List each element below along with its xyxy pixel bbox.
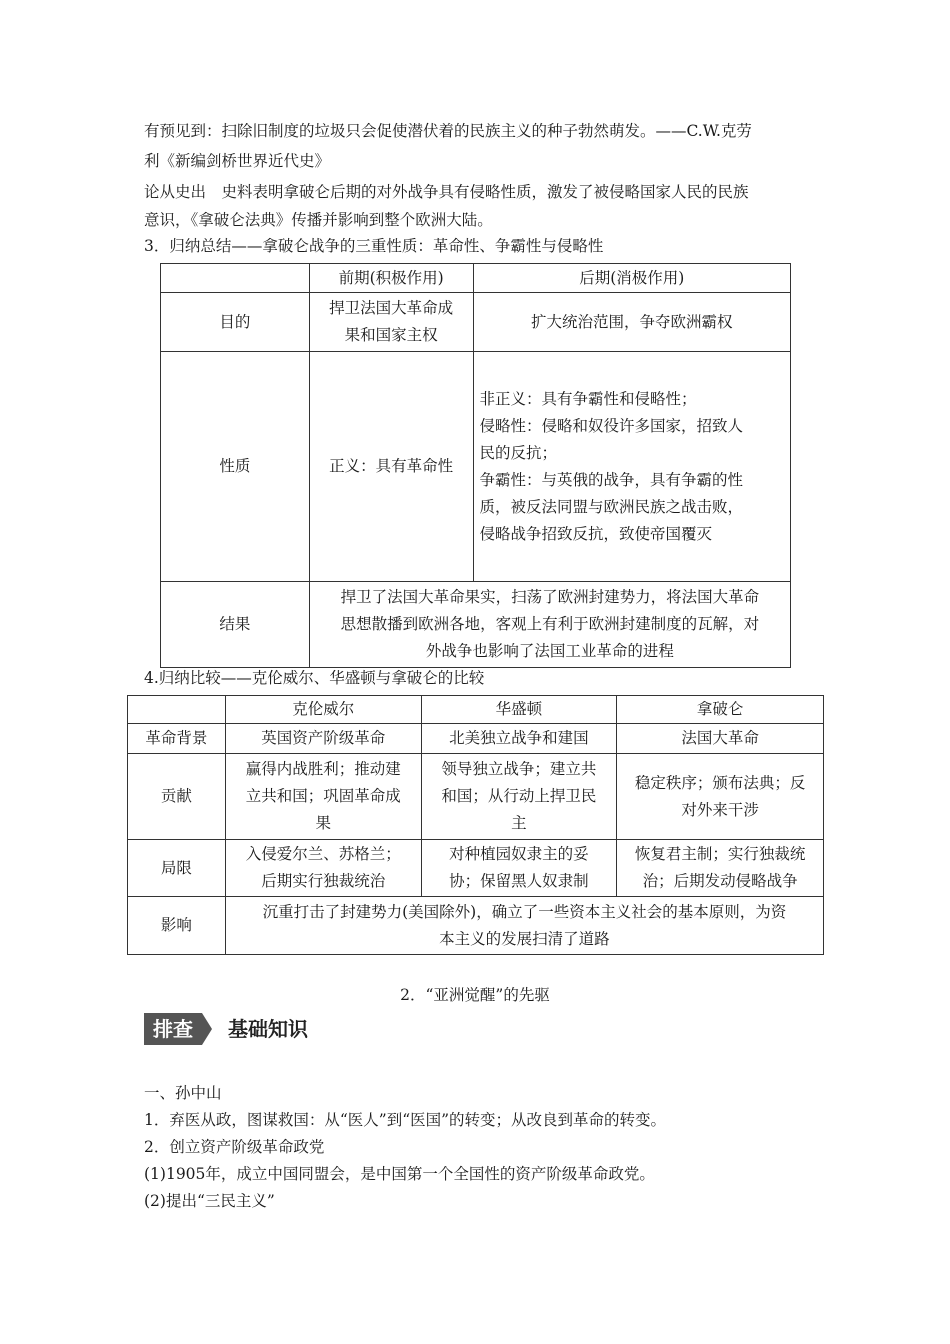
- table-row-result: [161, 582, 791, 668]
- table-header-row: [128, 696, 824, 724]
- row-label-nature: 性质: [161, 352, 310, 582]
- cell-line: 对外来干涉: [681, 800, 759, 819]
- cell-line: 后期实行独裁统治: [261, 872, 386, 890]
- contribution-washington: [421, 754, 617, 840]
- cell-line: 外战争也影响了法国工业革命的进程: [425, 642, 674, 660]
- section-banner: [144, 1013, 345, 1045]
- limitation-cromwell: [225, 840, 421, 897]
- header-cell-empty: [128, 696, 226, 724]
- cell-line: 果: [315, 814, 331, 832]
- part2-line-2: 1．弃医从政，图谋救国：从“医人”到“医国”的转变；从改良到革命的转变。: [144, 1111, 667, 1129]
- cell-line: 主: [511, 814, 527, 832]
- cell-line: 侵略性：侵略和奴役许多国家，招致人: [479, 416, 744, 435]
- intro-line-1: 有预见到：扫除旧制度的垃圾只会促使潜伏着的民族主义的种子勃然萌发。——C.W.克劳: [144, 122, 752, 140]
- napoleon-war-nature-table: [160, 263, 791, 668]
- intro-line-3: 论从史出 史料表明拿破仑后期的对外战争具有侵略性质，激发了被侵略国家人民的民族: [144, 183, 749, 201]
- table-row-background: [128, 724, 824, 754]
- cell-line: 争霸性：与英俄的战争，具有争霸的性: [479, 470, 744, 489]
- contribution-cromwell: [225, 754, 421, 840]
- part2-line-3: 2．创立资产阶级革命政党: [144, 1138, 325, 1156]
- result-cell: [309, 582, 790, 668]
- table-row-purpose: [161, 293, 791, 352]
- nature-late-cell: [473, 352, 790, 582]
- row-label-result: 结果: [161, 582, 310, 668]
- cell-line: 沉重打击了封建势力(美国除外)，确立了一些资本主义社会的基本原则，为资: [262, 902, 787, 921]
- cell-line: 捍卫法国大革命成: [329, 299, 454, 317]
- table-row-limitation: [128, 840, 824, 897]
- row-label-limitation: 局限: [128, 840, 226, 897]
- background-napoleon: 法国大革命: [617, 724, 824, 754]
- cell-line: 稳定秩序；颁布法典；反: [634, 773, 806, 792]
- contribution-napoleon: [617, 754, 824, 840]
- cell-line: 思想散播到欧洲各地，客观上有利于欧洲封建制度的瓦解，对: [340, 615, 760, 633]
- intro-line-4: 意识，《拿破仑法典》传播并影响到整个欧洲大陆。: [144, 211, 493, 229]
- table-row-nature: [161, 352, 791, 582]
- header-cell-early: 前期(积极作用): [309, 264, 473, 293]
- cell-line: 本主义的发展扫清了道路: [439, 929, 610, 948]
- limitation-washington: [421, 840, 617, 897]
- table-row-contribution: [128, 754, 824, 840]
- limitation-napoleon: [617, 840, 824, 897]
- intro-line-2: 利《新编剑桥世界近代史》: [144, 152, 331, 170]
- cell-line: 入侵爱尔兰、苏格兰；: [245, 845, 401, 863]
- cell-line: 果和国家主权: [344, 326, 438, 344]
- purpose-early-cell: [309, 293, 473, 352]
- cell-line: 非正义：具有争霸性和侵略性；: [479, 389, 697, 408]
- part2-title: 2．“亚洲觉醒”的先驱: [400, 986, 550, 1004]
- cell-line: 立共和国；巩固革命成: [245, 787, 401, 805]
- row-label-contribution: 贡献: [128, 754, 226, 840]
- cell-line: 侵略战争招致反抗，致使帝国覆灭: [479, 524, 713, 543]
- purpose-late-cell: 扩大统治范围，争夺欧洲霸权: [473, 293, 790, 352]
- row-label-purpose: 目的: [161, 293, 310, 352]
- influence-cell: [225, 897, 823, 955]
- table-header-row: [161, 264, 791, 293]
- table-row-influence: [128, 897, 824, 955]
- part2-line-5: (2)提出“三民主义”: [144, 1192, 275, 1210]
- nature-early-cell: 正义：具有革命性: [309, 352, 473, 582]
- cell-line: 领导独立战争；建立共: [441, 760, 597, 778]
- cell-line: 质，被反法同盟与欧洲民族之战击败，: [479, 497, 744, 516]
- header-cell-cromwell: 克伦威尔: [225, 696, 421, 724]
- cell-line: 民的反抗；: [479, 443, 558, 462]
- cell-line: 治；后期发动侵略战争: [642, 872, 798, 890]
- header-cell-late: 后期(消极作用): [473, 264, 790, 293]
- section4-heading: 4.归纳比较——克伦威尔、华盛顿与拿破仑的比较: [144, 669, 485, 687]
- part2-line-4: (1)1905年，成立中国同盟会，是中国第一个全国性的资产阶级革命政党。: [144, 1165, 655, 1183]
- leader-comparison-table: [127, 695, 824, 955]
- header-cell-napoleon: 拿破仑: [617, 696, 824, 724]
- row-label-background: 革命背景: [128, 724, 226, 754]
- background-cromwell: 英国资产阶级革命: [225, 724, 421, 754]
- cell-line: 协；保留黑人奴隶制: [449, 872, 589, 890]
- banner-arrow-icon: [202, 1013, 212, 1045]
- cell-line: 和国；从行动上捍卫民: [441, 787, 597, 805]
- section3-heading: 3．归纳总结——拿破仑战争的三重性质：革命性、争霸性与侵略性: [144, 237, 604, 255]
- header-cell-empty: [161, 264, 310, 293]
- cell-line: 赢得内战胜利；推动建: [245, 760, 401, 778]
- cell-line: 对种植园奴隶主的妥: [449, 845, 589, 863]
- banner-tag: 排查: [144, 1013, 202, 1045]
- part2-line-1: 一、孙中山: [144, 1084, 222, 1102]
- header-cell-washington: 华盛顿: [421, 696, 617, 724]
- cell-line: 恢复君主制；实行独裁统: [634, 845, 806, 863]
- banner-label: 基础知识: [228, 1017, 308, 1041]
- row-label-influence: 影响: [128, 897, 226, 955]
- cell-line: 捍卫了法国大革命果实，扫荡了欧洲封建势力，将法国大革命: [340, 588, 760, 606]
- background-washington: 北美独立战争和建国: [421, 724, 617, 754]
